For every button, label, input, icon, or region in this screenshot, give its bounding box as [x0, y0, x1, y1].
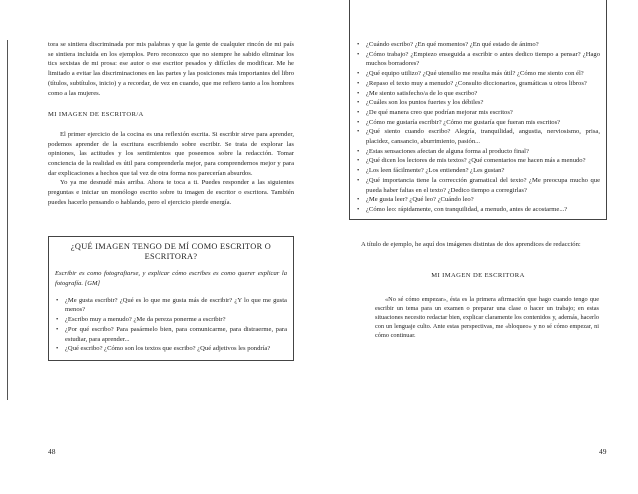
right-page-text-column: [349, 40, 607, 340]
example-quote: «No sé cómo empezar», ésta es la primera afirmación que hago cuando tengo que escribir un tema para un examen o preparar una clase o hacer un trabajo; en estas situaciones necesito redactar bien, explicar claramente los contenidos y, además, hacerlo con un lenguaje culto. Ante estas perspectivas, me «bloqueo» y no sé cómo empezar, ni cómo continuar.: [375, 296, 599, 340]
exercise-box-title: ¿QUÉ IMAGEN TENGO DE MÍ COMO ESCRITOR O ESCRITORA?: [70, 241, 272, 261]
question-item: • ¿Qué escribo? ¿Cómo son los textos que escribo? ¿Qué adjetivos les pondría?: [55, 344, 287, 354]
intro-paragraph: tora se sintiera discriminada por mis palabras y que la gente de cualquier rincón de mi país se sintiera incluida en los ejemplos. Pero reconozco que no siempre he sabido eliminar los tics sexistas de mi prosa: ese autor o ese escritor pesados y difíciles de modificar. Me he limitado a evitar las discriminaciones en las partes y las posiciones más importantes del libro (títulos, subtítulos, inicio) y a recordar, de vez en cuando, que me refiero tanto a los hombres como a las mujeres.: [48, 41, 294, 97]
question-item: • ¿Repaso el texto muy a menudo? ¿Consulto diccionarios, gramáticas u otros libros?: [356, 79, 600, 89]
question-list-continued: [349, 0, 607, 220]
question-item: • ¿Escribo muy a menudo? ¿Me da pereza ponerme a escribir?: [55, 315, 287, 325]
question-item: • ¿Qué dicen los lectores de mis textos? ¿Qué comentarios me hacen más a menudo?: [356, 156, 600, 166]
left-page-text-column: [48, 40, 294, 361]
question-item: • ¿Me gusta leer? ¿Qué leo? ¿Cuándo leo?: [356, 195, 600, 205]
question-item: • ¿Cuándo escribo? ¿En qué momentos? ¿En qué estado de ánimo?: [356, 40, 600, 50]
paragraph-3: Yo ya me desnudé más arriba. Ahora te toca a ti. Puedes responder a las siguientes preguntas e iniciar un monólogo escrito sobre tu imagen de escritor o escritora. También puedes hacerlo pensando o hablando, pero el ejercicio pierde energía.: [48, 179, 294, 206]
question-item: • ¿De qué manera creo que podrían mejorar mis escritos?: [356, 108, 600, 118]
page-number-right: 49: [599, 447, 607, 456]
page-number-left: 48: [48, 447, 56, 456]
section-heading: MI IMAGEN DE ESCRITOR/A: [48, 111, 144, 119]
question-item: • ¿Cómo leo: rápidamente, con tranquilidad, a menudo, antes de acostarme...?: [356, 205, 600, 215]
exercise-question-list: [55, 296, 287, 354]
right-page: [319, 0, 638, 494]
question-item: • ¿Los leen fácilmente? ¿Los entienden? ¿Les gustan?: [356, 166, 600, 176]
question-item: • ¿Cómo me gustaría escribir? ¿Cómo me gustaría que fueran mis escritos?: [356, 118, 600, 128]
question-item: • ¿Qué siento cuando escribo? Alegría, tranquilidad, angustia, nerviosismo, prisa, placidez, cansancio, aburrimiento, pasión...: [356, 127, 600, 146]
example-heading: MI IMAGEN DE ESCRITORA: [431, 272, 525, 280]
question-item: • ¿Cómo trabajo? ¿Empiezo enseguida a escribir o antes dedico tiempo a pensar? ¿Hago muchos borradores?: [356, 50, 600, 69]
question-item: • ¿Me siento satisfecho/a de lo que escribo?: [356, 89, 600, 99]
example-intro: A título de ejemplo, he aquí dos imágenes distintas de dos aprendices de redacción:: [361, 240, 581, 248]
exercise-box: [48, 236, 294, 361]
question-item: • ¿Estas sensaciones afectan de alguna forma al producto final?: [356, 147, 600, 157]
question-item: • ¿Qué importancia tiene la corrección gramatical del texto? ¿Me preocupa mucho que pueda haber faltas en el texto? ¿Dedico tiempo a corregirlas?: [356, 176, 600, 195]
question-item: • ¿Cuáles son los puntos fuertes y los débiles?: [356, 98, 600, 108]
question-item: • ¿Por qué escribo? Para pasármelo bien, para comunicarme, para distraerme, para estudiar, para aprender...: [55, 325, 287, 344]
exercise-box-description: Escribir es como fotografiarse, y explicar cómo escribes es como querer explicar la fotografía. [GM]: [55, 270, 287, 288]
question-item: • ¿Me gusta escribir? ¿Qué es lo que me gusta más de escribir? ¿Y lo que me gusta menos?: [55, 296, 287, 315]
question-item: • ¿Qué equipo utilizo? ¿Qué utensilio me resulta más útil? ¿Cómo me siento con él?: [356, 69, 600, 79]
paragraph-2: El primer ejercicio de la cocina es una reflexión escrita. Si escribir sirve para aprender, podemos aprender de la escritura escribiendo sobre escribir. Se trata de explorar las opiniones, las actitudes y los sentimientos que poseemos sobre la redacción. Tomar conciencia de la realidad es útil para comprenderla mejor, para comprendernos mejor y para dar explicaciones a hechos que tal vez de otra forma nos parecerían absurdos.: [48, 130, 294, 177]
